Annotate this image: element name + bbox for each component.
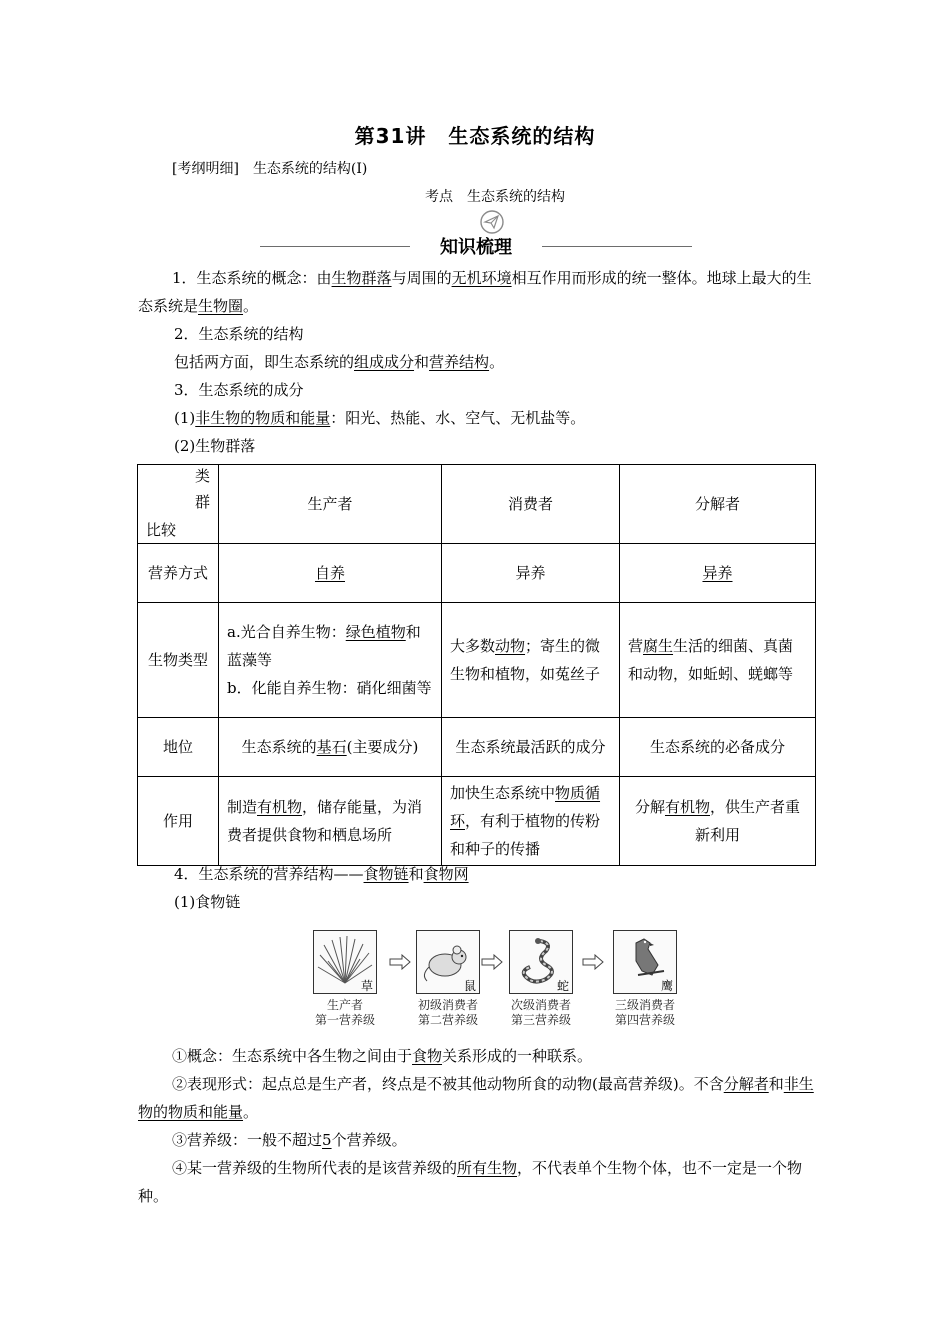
chain-organism-snake	[496, 930, 586, 1028]
answer-blank: 非生物的物质和能量	[195, 409, 331, 427]
table-cell	[219, 603, 442, 718]
page-title	[0, 120, 950, 149]
corner-label-middle: 群	[194, 493, 210, 511]
answer-blank: 异养	[702, 564, 733, 582]
food-chain-figure	[300, 930, 690, 1034]
paragraph-abiotic	[174, 404, 818, 432]
answer-blank: 营养结构	[429, 353, 490, 371]
answer-blank: 食物网	[423, 865, 469, 883]
answer-blank: 无机环境	[451, 269, 512, 287]
text: ；寄生的微生物和植物，如菟丝子	[450, 637, 601, 683]
text: 和	[414, 353, 430, 371]
text: 制造	[227, 798, 258, 816]
table-row	[138, 777, 816, 866]
table-cell	[442, 603, 620, 718]
text: 营	[628, 637, 644, 655]
paragraph-chain-concept	[138, 1042, 818, 1070]
text: 。	[243, 1103, 259, 1121]
answer-blank: 非生物的物质和能量	[138, 1075, 814, 1121]
answer-blank: 分解者	[723, 1075, 769, 1093]
topic-heading	[0, 186, 950, 206]
paragraph-structure-heading: 2．生态系统的结构	[174, 325, 304, 343]
corner-label-bottom: 比较	[146, 521, 177, 539]
text: ④某一营养级的生物所代表的是该营养级的	[172, 1159, 458, 1177]
table-cell	[442, 777, 620, 866]
text: 相互作用而形成的统一整体。地球上最大的生态系统是	[138, 269, 812, 315]
answer-blank: 腐生	[643, 637, 674, 655]
text: 包括两方面，即生态系统的	[174, 353, 355, 371]
answer-blank: 食物	[412, 1047, 443, 1065]
row-label: 生物类型	[138, 603, 219, 718]
table-cell	[620, 603, 816, 718]
table-header-decomposer: 分解者	[620, 465, 816, 544]
organism-name: 蛇	[556, 979, 569, 993]
organism-role: 初级消费者	[417, 998, 478, 1012]
text: 分解	[634, 798, 665, 816]
text: 。	[489, 353, 505, 371]
text: 1．生态系统的概念：由	[172, 269, 332, 287]
row-label: 作用	[138, 777, 219, 866]
paragraph-structure	[174, 348, 818, 376]
answer-blank: 5	[322, 1131, 332, 1149]
text: 大多数	[450, 637, 496, 655]
table-cell	[219, 718, 442, 777]
table-cell	[620, 777, 816, 866]
section-header	[260, 233, 692, 259]
paragraph-trophic-levels	[138, 1126, 818, 1154]
text: 。	[243, 297, 259, 315]
text: 生态系统的	[241, 738, 317, 756]
text: ，有利于植物的传粉和种子的传播	[450, 812, 601, 858]
divider-right	[542, 246, 692, 247]
topic-text: 生态系统的结构	[467, 189, 565, 205]
row-label: 营养方式	[138, 544, 219, 603]
answer-blank: 有机物	[257, 798, 303, 816]
text: ①概念：生态系统中各生物之间由于	[172, 1047, 413, 1065]
answer-blank: 基石	[316, 738, 347, 756]
table-cell	[219, 777, 442, 866]
organism-role: 次级消费者	[510, 998, 571, 1012]
text: 4．生态系统的营养结构——	[174, 865, 364, 883]
paragraph-concept	[138, 264, 818, 320]
paragraph-chain-form	[138, 1070, 818, 1126]
table-header-producer: 生产者	[219, 465, 442, 544]
organism-trophic-level: 第二营养级	[417, 1013, 478, 1027]
table-corner-cell	[138, 465, 219, 544]
organism-trophic-level: 第一营养级	[314, 1013, 375, 1027]
table-row	[138, 718, 816, 777]
corner-label-top: 类	[194, 467, 210, 485]
paragraph-community-heading: (2)生物群落	[174, 437, 256, 455]
organism-name: 鹰	[660, 979, 673, 993]
text: ：阳光、热能、水、空气、无机盐等。	[330, 409, 586, 427]
table-header-row	[138, 465, 816, 544]
text: 和	[408, 865, 424, 883]
table-row	[138, 603, 816, 718]
table-cell	[620, 544, 816, 603]
text: 加快生态系统中	[450, 784, 556, 802]
text: 和	[768, 1075, 784, 1093]
text: 和蓝藻等	[227, 623, 421, 669]
text: ，储存能量，为消费者提供食物和栖息场所	[227, 798, 423, 844]
chain-organism-rat	[403, 930, 493, 1028]
answer-blank: 生物群落	[331, 269, 392, 287]
text: ②表现形式：起点总是生产者，终点是不被其他动物所食的动物(最高营养级)。不含	[172, 1075, 724, 1093]
outline-text: 生态系统的结构(Ⅰ)	[252, 161, 368, 177]
answer-blank: 绿色植物	[345, 623, 406, 641]
organism-role: 三级消费者	[614, 998, 675, 1012]
text: a.光合自养生物：	[227, 623, 346, 641]
table-cell: 异养	[442, 544, 620, 603]
text: 与周围的	[391, 269, 452, 287]
chain-organism-hawk	[600, 930, 690, 1028]
grass-image	[313, 930, 377, 994]
organism-trophic-level: 第三营养级	[510, 1013, 571, 1027]
chain-organism-grass	[300, 930, 390, 1028]
paragraph-components-heading: 3．生态系统的成分	[174, 381, 304, 399]
outline-label: [考纲明细]	[172, 161, 239, 177]
text: (1)	[174, 409, 196, 427]
paragraph-food-chain-heading: (1)食物链	[174, 893, 241, 911]
hawk-image	[613, 930, 677, 994]
organism-trophic-level: 第四营养级	[614, 1013, 675, 1027]
table-cell: 生态系统的必备成分	[620, 718, 816, 777]
answer-blank: 物质循环	[450, 784, 601, 830]
cell-line	[227, 618, 433, 674]
answer-blank: 食物链	[363, 865, 409, 883]
rat-image	[416, 930, 480, 994]
table-header-consumer: 消费者	[442, 465, 620, 544]
text: 生活的细菌、真菌和动物，如蚯蚓、蜣螂等	[628, 637, 794, 683]
lecture-number: 第31讲	[354, 124, 427, 148]
text: (主要成分)	[346, 738, 419, 756]
community-table	[137, 464, 816, 866]
answer-blank: 有机物	[664, 798, 710, 816]
answer-blank: 动物	[495, 637, 526, 655]
text: ，供生产者重新利用	[694, 798, 801, 844]
organism-role: 生产者	[326, 998, 363, 1012]
organism-name: 草	[360, 979, 373, 993]
answer-blank: 所有生物	[457, 1159, 518, 1177]
table-row	[138, 544, 816, 603]
row-label: 地位	[138, 718, 219, 777]
cell-line: b．化能自养生物：硝化细菌等	[227, 679, 432, 697]
answer-blank: 自养	[314, 564, 345, 582]
table-cell	[219, 544, 442, 603]
paragraph-trophic-members	[138, 1154, 818, 1210]
text: 关系形成的一种联系。	[442, 1047, 593, 1065]
table-cell: 生态系统最活跃的成分	[442, 718, 620, 777]
text: 个营养级。	[331, 1131, 407, 1149]
text: ，不代表单个生物个体，也不一定是一个物种。	[138, 1159, 803, 1205]
organism-name: 鼠	[463, 979, 476, 993]
topic-label: 考点	[425, 189, 453, 205]
lecture-title: 生态系统的结构	[448, 124, 596, 148]
paragraph-trophic-structure	[174, 860, 818, 888]
text: ③营养级：一般不超过	[172, 1131, 323, 1149]
snake-image	[509, 930, 573, 994]
answer-blank: 组成成分	[354, 353, 415, 371]
syllabus-outline	[172, 158, 367, 178]
section-title: 知识梳理	[440, 237, 512, 258]
answer-blank: 生物圈	[198, 297, 244, 315]
